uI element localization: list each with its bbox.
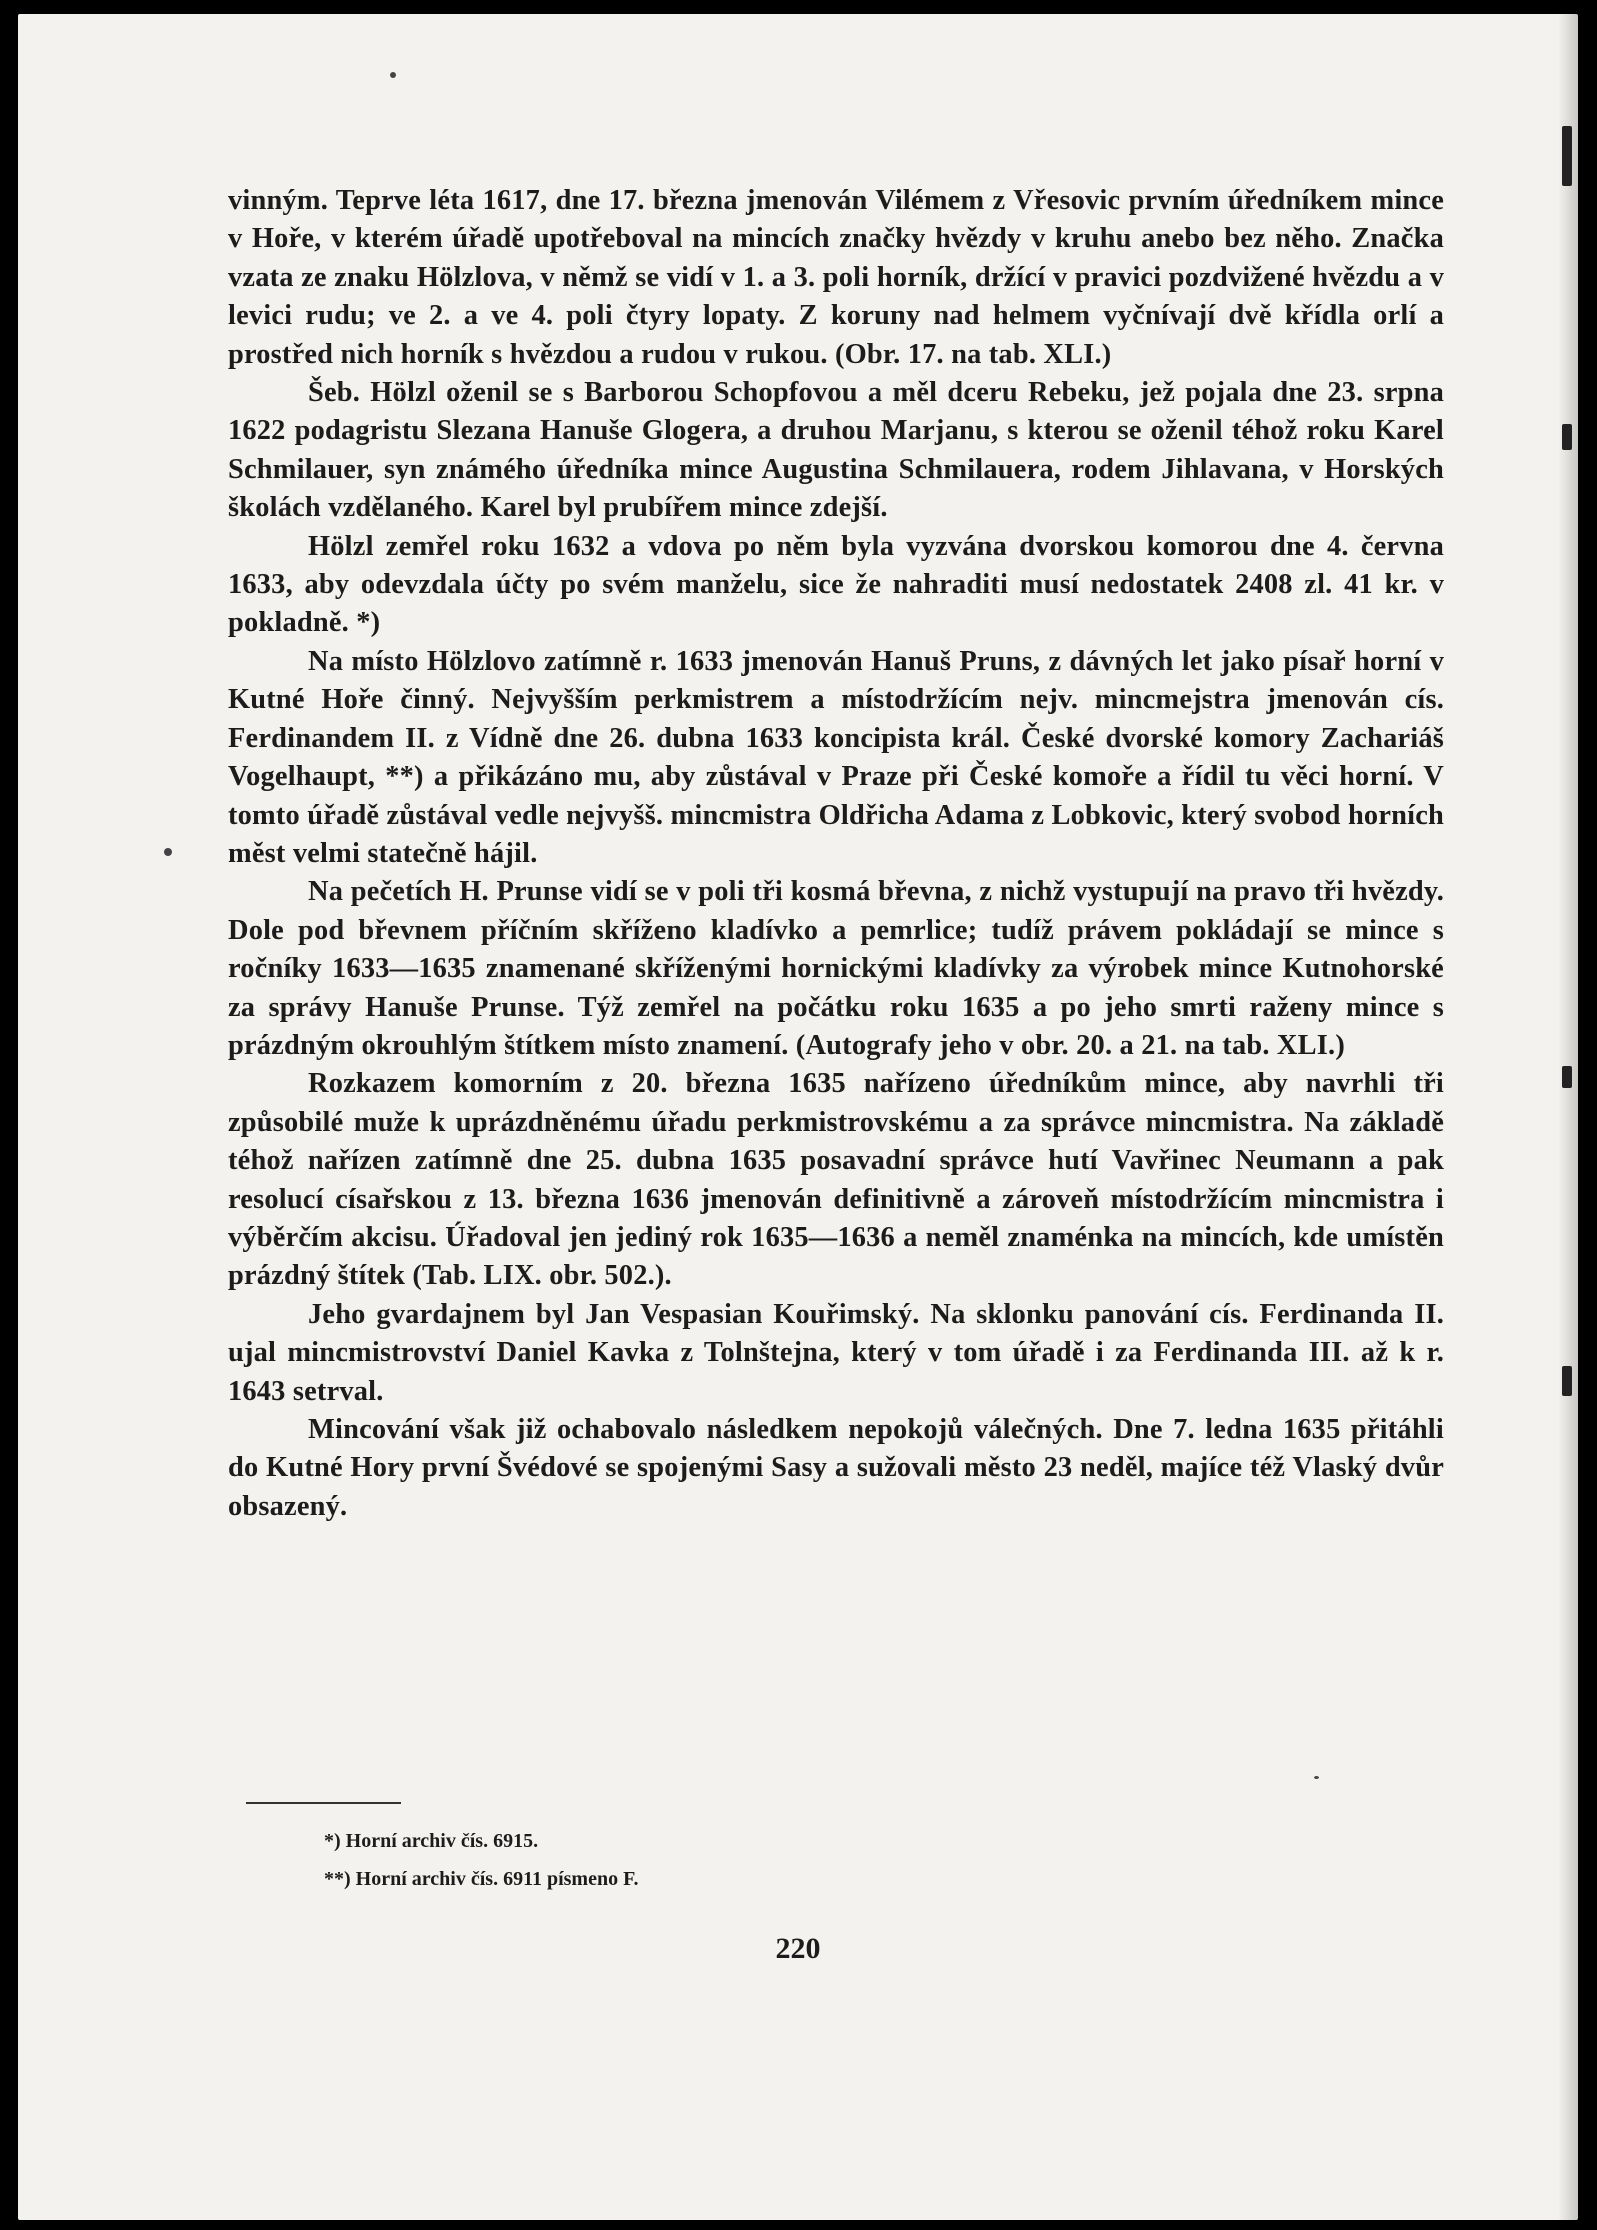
- page-edge-shadow: [1558, 14, 1578, 2220]
- paper-speck: [164, 848, 172, 856]
- paragraph: Na pečetích H. Prunse vidí se v poli tři kosmá břevna, z nichž vystupují na pravo tři hvězdy. Dole pod břevnem příčním skříženo kladívko a pemrlice; tudíž právem pokládají se mince s ročníky 1633—1635 znamenané skříženými hornickými kladívky za výrobek mince Kutnohorské za správy Hanuše Prunse. Týž zemřel na počátku roku 1635 a po jeho smrti raženy mince s prázdným okrouhlým štítkem místo znamení. (Autografy jeho v obr. 20. a 21. na tab. XLI.): [228, 876, 1444, 1061]
- paragraph: Mincování však již ochabovalo následkem nepokojů válečných. Dne 7. ledna 1635 přitáhli do Kutné Hory první Švédové se spojenými Sasy a sužovali město 23 neděl, majíce též Vlaský dvůr obsazený.: [228, 1414, 1444, 1522]
- body-text: [228, 182, 1444, 1526]
- edge-tab-mark: [1562, 126, 1572, 186]
- footnote: *) Horní archiv čís. 6915.: [324, 1830, 539, 1852]
- footnote: **) Horní archiv čís. 6911 písmeno F.: [324, 1868, 639, 1890]
- edge-tab-mark: [1562, 1066, 1572, 1088]
- paragraph: vinným. Teprve léta 1617, dne 17. března jmenován Vilémem z Vřesovic prvním úředníkem mince v Hoře, v kterém úřadě upotřeboval na mincích značky hvězdy v kruhu anebo bez něho. Značka vzata ze znaku Hölzlova, v němž se vidí v 1. a 3. poli horník, držící v pravici pozdvižené hvězdu a v levici rudu; ve 2. a ve 4. poli čtyry lopaty. Z koruny nad helmem vyčnívají dvě křídla orlí a prostřed nich horník s hvězdou a rudou v rukou. (Obr. 17. na tab. XLI.): [228, 185, 1444, 370]
- page-number: 220: [775, 1932, 821, 1965]
- edge-tab-mark: [1562, 1366, 1572, 1396]
- book-page: [18, 14, 1578, 2220]
- paragraph: Šeb. Hölzl oženil se s Barborou Schopfovou a měl dceru Rebeku, jež pojala dne 23. srpna 1622 podagristu Slezana Hanuše Glogera, a druhou Marjanu, s kterou se oženil téhož roku Karel Schmilauer, syn známého úředníka mince Augustina Schmilauera, rodem Jihlavana, v Horských školách vzdělaného. Karel byl prubířem mince zdejší.: [228, 377, 1444, 524]
- paragraph: Hölzl zemřel roku 1632 a vdova po něm byla vyzvána dvorskou komorou dne 4. června 1633, aby odevzdala účty po svém manželu, sice že nahraditi musí nedostatek 2408 zl. 41 kr. v pokladně. *): [228, 530, 1444, 639]
- paragraph: Rozkazem komorním z 20. března 1635 nařízeno úředníkům mince, aby navrhli tři způsobilé muže k uprázdněnému úřadu perkmistrovskému a za správce mincmistra. Na základě téhož nařízen zatímně dne 25. dubna 1635 posavadní správce hutí Vavřinec Neumann a pak resolucí císařskou z 13. března 1636 jmenován definitivně a zároveň místodržícím mincmistra i výběrčím akcisu. Úřadoval jen jediný rok 1635—1636 a neměl znaménka na mincích, kde umístěn prázdný štítek (Tab. LIX. obr. 502.).: [228, 1068, 1444, 1292]
- paper-speck: [1314, 1776, 1319, 1779]
- footnote-separator: [246, 1802, 401, 1804]
- paragraph: Jeho gvardajnem byl Jan Vespasian Kouřimský. Na sklonku panování cís. Ferdinanda II. ujal mincmistrovství Daniel Kavka z Tolnštejna, který v tom úřadě i za Ferdinanda III. až k r. 1643 setrval.: [228, 1298, 1444, 1407]
- paragraph: Na místo Hölzlovo zatímně r. 1633 jmenován Hanuš Pruns, z dávných let jako písař horní v Kutné Hoře činný. Nejvyšším perkmistrem a místodržícím nejv. mincmejstra jmenován cís. Ferdinandem II. z Vídně dne 26. dubna 1633 koncipista král. České dvorské komory Zachariáš Vogelhaupt, **) a přikázáno mu, aby zůstával v Praze při České komoře a řídil tu věci horní. V tomto úřadě zůstával vedle nejvyšš. mincmistra Oldřicha Adama z Lobkovic, který svobod horních měst velmi statečně hájil.: [228, 645, 1444, 869]
- edge-tab-mark: [1562, 424, 1572, 450]
- paper-speck: [390, 72, 396, 78]
- footnotes: [324, 1822, 1024, 1898]
